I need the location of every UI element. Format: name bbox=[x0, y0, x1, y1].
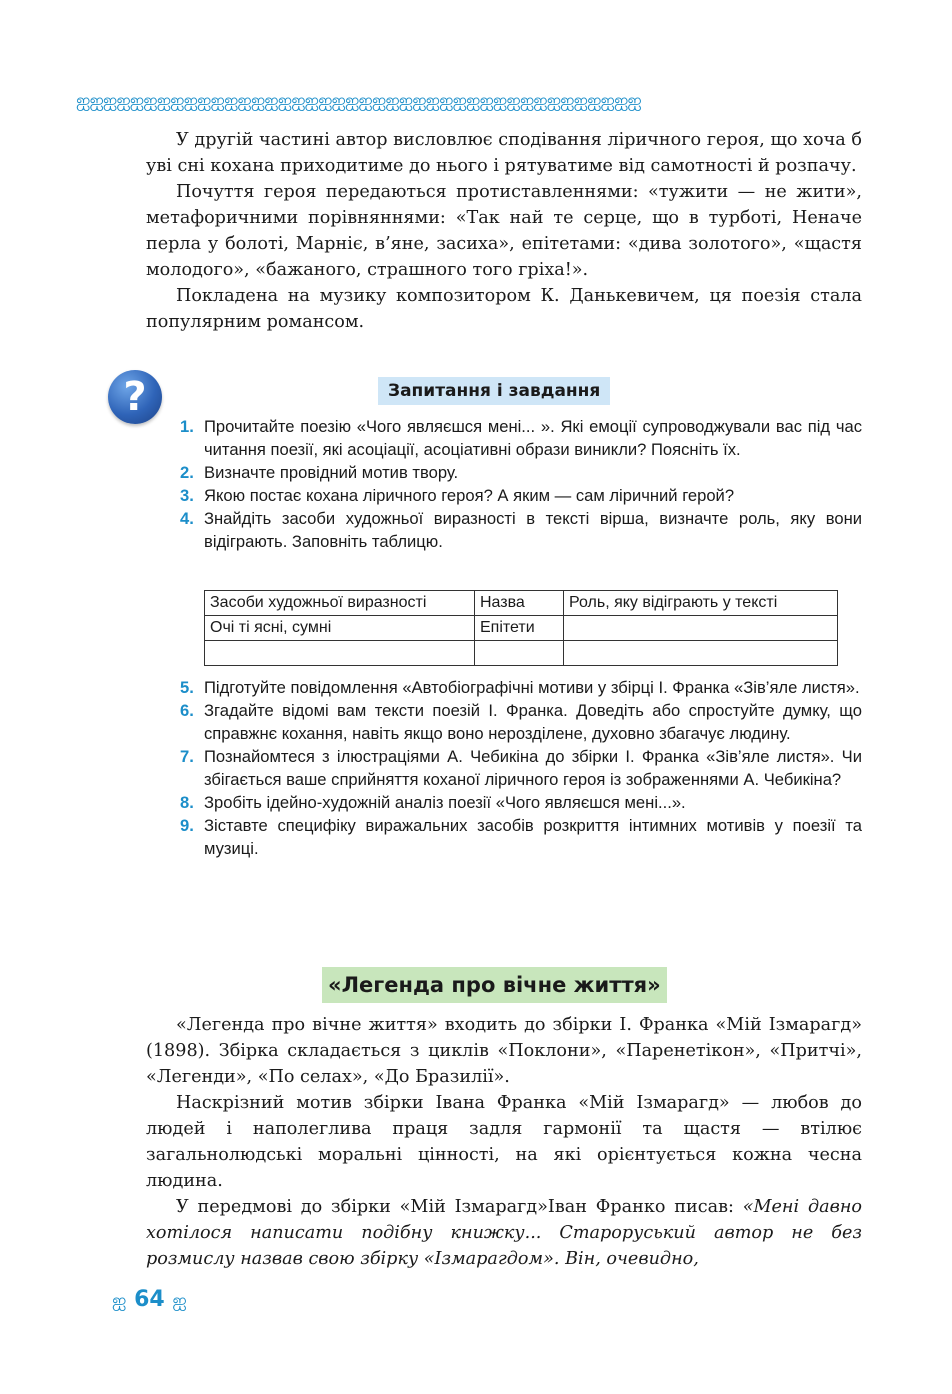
intro-paragraph-1: У другій частині автор висловлює сподівання ліричного героя, що хоча б уві сні кохана приходитиме до нього і рятуватиме від самотності й розпачу. bbox=[146, 130, 862, 176]
table-header-row bbox=[205, 591, 838, 616]
task-item bbox=[178, 461, 862, 484]
task-number: 5. bbox=[180, 678, 194, 697]
table-cell: Епітети bbox=[475, 616, 564, 641]
table-header-cell: Роль, яку відіграють у тексті bbox=[564, 591, 838, 616]
task-text: Познайомтеся з ілюстраціями А. Чебикіна до збірки І. Франка «Зів’яле листя». Чи збігається ваше сприйняття коханої ліричного героя із зображеннями А. Чебикіна? bbox=[204, 747, 862, 789]
table-row bbox=[205, 641, 838, 666]
expressive-means-table bbox=[204, 590, 838, 666]
intro-paragraph-2: Почуття героя передаються протиставленнями: «тужити — не жити», метафоричними порівняннями: «Так най те серце, що в турботі, Неначе перла у болоті, Марніє, в’яне, засиха», епітетами: «дива золотого», «щастя молодого», «бажаного, страшного того гріха!». bbox=[146, 182, 862, 280]
task-number: 8. bbox=[180, 793, 194, 812]
table-cell bbox=[205, 641, 475, 666]
task-item bbox=[178, 699, 862, 745]
task-number: 4. bbox=[180, 509, 194, 528]
task-text: Визначте провідний мотив твору. bbox=[204, 463, 459, 482]
footer-left-ornament-icon: ஐ bbox=[112, 1290, 127, 1311]
task-text: Підготуйте повідомлення «Автобіографічні мотиви у збірці І. Франка «Зів’яле листя». bbox=[204, 678, 860, 697]
task-item bbox=[178, 791, 862, 814]
task-item bbox=[178, 745, 862, 791]
footer-right-ornament-icon: ஐ bbox=[172, 1290, 187, 1311]
legend-paragraph-3 bbox=[146, 1194, 862, 1272]
task-list-part-1 bbox=[178, 415, 862, 553]
task-number: 6. bbox=[180, 701, 194, 720]
task-number: 9. bbox=[180, 816, 194, 835]
legend-text bbox=[146, 1012, 862, 1272]
intro-text bbox=[146, 127, 862, 335]
intro-paragraph-3: Покладена на музику композитором К. Данькевичем, ця поезія стала популярним романсом. bbox=[146, 286, 862, 332]
task-text: Згадайте відомі вам тексти поезій І. Франка. Доведіть або спростуйте думку, що справжнє кохання, навіть якщо воно нерозділене, духовно збагачує людину. bbox=[204, 701, 862, 743]
task-text: Прочитайте поезію «Чого являєшся мені... ». Які емоції супроводжували вас під час читання поезії, які асоціації, асоціативні образи виникли? Поясніть їх. bbox=[204, 417, 862, 459]
legend-section-title: «Легенда про вічне життя» bbox=[322, 967, 667, 1003]
table-cell bbox=[475, 641, 564, 666]
task-item bbox=[178, 507, 862, 553]
task-number: 3. bbox=[180, 486, 194, 505]
task-item bbox=[178, 415, 862, 461]
table-cell: Очі ті ясні, сумні bbox=[205, 616, 475, 641]
task-item bbox=[178, 814, 862, 860]
table-row bbox=[205, 616, 838, 641]
question-mark-icon: ? bbox=[108, 370, 162, 424]
task-item bbox=[178, 676, 862, 699]
task-text: Знайдіть засоби художньої виразності в тексті вірша, визначте роль, яку вони відіграють. Заповніть таблицю. bbox=[204, 509, 862, 551]
legend-paragraph-1: «Легенда про вічне життя» входить до збірки І. Франка «Мій Ізмарагд» (1898). Збірка складається з циклів «Поклони», «Паренетікон», «Притчі», «Легенди», «По селах», «До Бразилії». bbox=[146, 1015, 862, 1087]
task-number: 7. bbox=[180, 747, 194, 766]
legend-quote: «Мені давно хотілося написати подібну книжку... Староруський автор не без розмислу назвав свою збірку «Ізмарагдом». Він, очевидно, bbox=[146, 1197, 863, 1269]
page-number: 64 bbox=[134, 1287, 165, 1312]
page-footer bbox=[112, 1285, 187, 1316]
questions-section-title: Запитання і завдання bbox=[378, 377, 610, 405]
legend-paragraph-3-lead: У передмові до збірки «Мій Ізмарагд»Іван Франко писав: bbox=[176, 1197, 743, 1217]
table-header-cell: Назва bbox=[475, 591, 564, 616]
task-text: Зіставте специфіку виражальних засобів розкриття інтимних мотивів у поезії та музиці. bbox=[204, 816, 862, 858]
task-number: 1. bbox=[180, 417, 194, 436]
legend-paragraph-2: Наскрізний мотив збірки Івана Франка «Мій Ізмарагд» — любов до людей і наполеглива праця задля гармонії та щастя — втілює загальнолюдські моральні цінності, на які орієнтується кожна чесна людина. bbox=[146, 1093, 862, 1191]
task-number: 2. bbox=[180, 463, 194, 482]
task-list-part-2 bbox=[178, 676, 862, 860]
task-text: Якою постає кохана ліричного героя? А яким — сам ліричний герой? bbox=[204, 486, 735, 505]
table-header-cell: Засоби художньої виразності bbox=[205, 591, 475, 616]
top-ornament-border: ஐஐஐஐஐஐஐஐஐஐஐஐஐஐஐஐஐஐஐஐஐஐஐஐஐஐஐஐஐஐஐஐஐஐஐஐஐஐஐஐஐஐ bbox=[76, 90, 641, 111]
table-cell bbox=[564, 641, 838, 666]
task-item bbox=[178, 484, 862, 507]
task-text: Зробіть ідейно-художній аналіз поезії «Чого являєшся мені...». bbox=[204, 793, 686, 812]
table-cell bbox=[564, 616, 838, 641]
